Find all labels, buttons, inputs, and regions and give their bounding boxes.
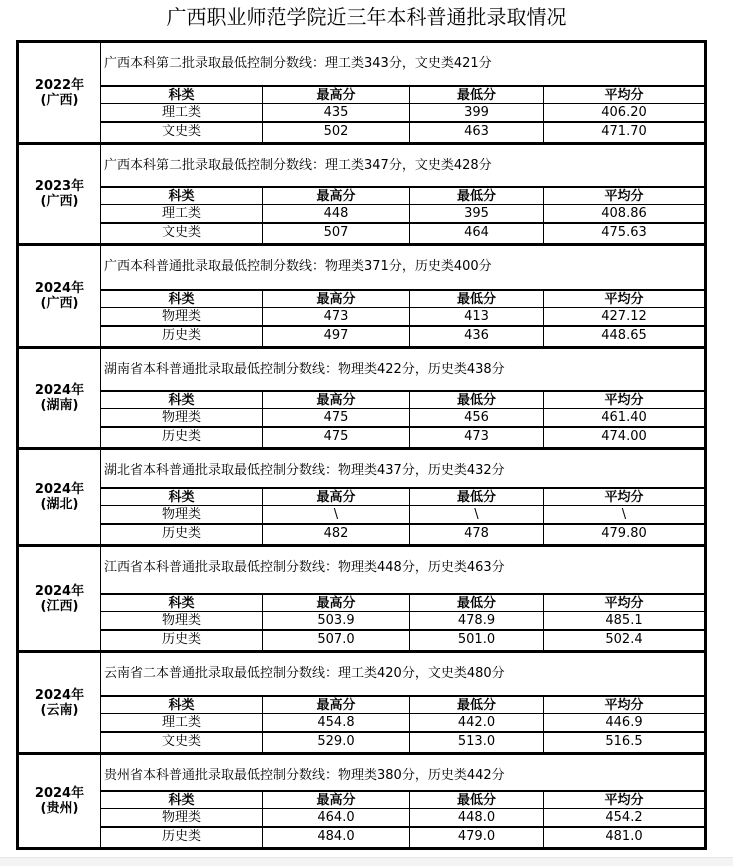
- avg-score-cell: 454.2: [605, 810, 643, 825]
- year-block: [19, 346, 704, 447]
- min-score-cell: \: [410, 506, 544, 523]
- max-score-cell: 482: [263, 525, 410, 544]
- min-score-cell: 473: [410, 428, 544, 447]
- table-row: [101, 428, 704, 447]
- block-content: [101, 349, 704, 447]
- table-row: [101, 809, 704, 828]
- header-avg: 平均分: [604, 793, 644, 808]
- header-avg: 平均分: [604, 490, 644, 505]
- region-label: (广西): [40, 194, 79, 209]
- max-score-cell: 502: [263, 123, 410, 142]
- block-content: [101, 547, 704, 650]
- year-label: 2024年: [34, 687, 85, 703]
- category-cell: 历史类: [101, 428, 263, 447]
- header-min: 最低分: [410, 595, 544, 611]
- min-score-cell: 464: [410, 224, 544, 243]
- header-max: 最高分: [263, 697, 410, 713]
- header-avg: 平均分: [604, 189, 644, 204]
- category-cell: 历史类: [101, 828, 263, 847]
- table-row: [101, 205, 704, 224]
- table-row: [101, 327, 704, 346]
- min-score-cell: 513.0: [410, 733, 544, 752]
- block-content: [101, 653, 704, 752]
- control-line-note: 江西省本科普通批录取最低控制分数线：物理类448分，历史类463分: [104, 560, 505, 575]
- header-category: 科类: [101, 87, 263, 103]
- header-row: [101, 695, 704, 714]
- category-cell: 物理类: [101, 308, 263, 325]
- avg-score-cell: 448.65: [601, 328, 647, 343]
- header-min: 最低分: [410, 188, 544, 204]
- header-min: 最低分: [410, 87, 544, 103]
- block-content: [101, 43, 704, 142]
- header-category: 科类: [101, 188, 263, 204]
- year-cell: [19, 450, 101, 544]
- header-row: [101, 487, 704, 506]
- avg-score-cell: 406.20: [601, 105, 647, 120]
- year-cell: [19, 145, 101, 243]
- year-cell: [19, 547, 101, 650]
- category-cell: 历史类: [101, 525, 263, 544]
- header-min: 最低分: [410, 291, 544, 307]
- min-score-cell: 463: [410, 123, 544, 142]
- avg-score-cell: \: [621, 507, 627, 522]
- year-cell: [19, 349, 101, 447]
- min-score-cell: 478: [410, 525, 544, 544]
- max-score-cell: 484.0: [263, 828, 410, 847]
- header-avg: 平均分: [604, 698, 644, 713]
- min-score-cell: 413: [410, 308, 544, 325]
- min-score-cell: 479.0: [410, 828, 544, 847]
- region-label: (云南): [40, 702, 79, 718]
- table-row: [101, 409, 704, 428]
- min-score-cell: 448.0: [410, 809, 544, 826]
- year-block: [19, 650, 704, 752]
- block-content: [101, 145, 704, 243]
- header-max: 最高分: [263, 87, 410, 103]
- max-score-cell: 464.0: [263, 809, 410, 826]
- min-score-cell: 395: [410, 205, 544, 222]
- control-line-note: 贵州省本科普通批录取最低控制分数线：物理类380分，历史类442分: [104, 768, 505, 783]
- header-category: 科类: [101, 792, 263, 808]
- control-line-note: 云南省二本普通批录取最低控制分数线：理工类420分，文史类480分: [104, 666, 505, 681]
- category-cell: 文史类: [101, 123, 263, 142]
- avg-score-cell: 479.80: [601, 526, 647, 541]
- year-label: 2024年: [34, 786, 85, 801]
- year-label: 2024年: [34, 482, 85, 497]
- table-row: [101, 224, 704, 243]
- category-cell: 历史类: [101, 631, 263, 650]
- header-max: 最高分: [263, 188, 410, 204]
- header-avg: 平均分: [604, 393, 644, 408]
- table-row: [101, 631, 704, 650]
- year-cell: [19, 653, 101, 752]
- max-score-cell: 473: [263, 308, 410, 325]
- avg-score-cell: 461.40: [601, 410, 647, 425]
- category-cell: 历史类: [101, 327, 263, 346]
- header-avg: 平均分: [604, 596, 644, 611]
- table-row: [101, 123, 704, 142]
- header-category: 科类: [101, 489, 263, 505]
- header-row: [101, 593, 704, 612]
- max-score-cell: 435: [263, 104, 410, 121]
- year-cell: [19, 246, 101, 346]
- category-cell: 理工类: [101, 205, 263, 222]
- max-score-cell: 448: [263, 205, 410, 222]
- header-row: [101, 390, 704, 409]
- avg-score-cell: 481.0: [605, 829, 643, 844]
- max-score-cell: 529.0: [263, 733, 410, 752]
- category-cell: 物理类: [101, 409, 263, 426]
- header-max: 最高分: [263, 392, 410, 408]
- max-score-cell: 507: [263, 224, 410, 243]
- region-label: (湖北): [40, 497, 79, 512]
- min-score-cell: 442.0: [410, 714, 544, 731]
- min-score-cell: 456: [410, 409, 544, 426]
- min-score-cell: 478.9: [410, 612, 544, 629]
- header-category: 科类: [101, 392, 263, 408]
- table-row: [101, 714, 704, 733]
- table-row: [101, 828, 704, 847]
- year-block: [19, 43, 704, 142]
- avg-score-cell: 471.70: [601, 124, 647, 139]
- year-block: [19, 142, 704, 243]
- header-row: [101, 790, 704, 809]
- block-content: [101, 450, 704, 544]
- max-score-cell: 497: [263, 327, 410, 346]
- header-category: 科类: [101, 291, 263, 307]
- year-label: 2023年: [34, 179, 85, 194]
- control-line-note: 湖北省本科普通批录取最低控制分数线：物理类437分，历史类432分: [104, 463, 505, 478]
- avg-score-cell: 502.4: [605, 632, 643, 647]
- region-label: (贵州): [40, 801, 79, 816]
- avg-score-cell: 474.00: [601, 429, 647, 444]
- min-score-cell: 399: [410, 104, 544, 121]
- year-block: [19, 544, 704, 650]
- region-label: (江西): [40, 598, 79, 614]
- admission-table: [16, 40, 707, 850]
- table-row: [101, 308, 704, 327]
- region-label: (湖南): [40, 398, 79, 413]
- table-row: [101, 733, 704, 752]
- block-content: [101, 246, 704, 346]
- category-cell: 文史类: [101, 224, 263, 243]
- max-score-cell: 475: [263, 428, 410, 447]
- header-avg: 平均分: [604, 88, 644, 103]
- region-label: (广西): [40, 92, 79, 108]
- avg-score-cell: 408.86: [601, 206, 647, 221]
- control-line-note: 广西本科第二批录取最低控制分数线：理工类343分，文史类421分: [104, 56, 492, 71]
- category-cell: 物理类: [101, 809, 263, 826]
- year-block: [19, 447, 704, 544]
- table-row: [101, 506, 704, 525]
- max-score-cell: 454.8: [263, 714, 410, 731]
- category-cell: 理工类: [101, 104, 263, 121]
- control-line-note: 广西本科普通批录取最低控制分数线：物理类371分，历史类400分: [104, 259, 492, 274]
- header-row: [101, 289, 704, 308]
- header-min: 最低分: [410, 697, 544, 713]
- header-min: 最低分: [410, 792, 544, 808]
- year-cell: [19, 43, 101, 142]
- avg-score-cell: 475.63: [601, 225, 647, 240]
- max-score-cell: 475: [263, 409, 410, 426]
- region-label: (广西): [40, 296, 79, 311]
- table-row: [101, 525, 704, 544]
- header-max: 最高分: [263, 291, 410, 307]
- avg-score-cell: 485.1: [605, 613, 643, 628]
- category-cell: 物理类: [101, 612, 263, 629]
- header-avg: 平均分: [604, 292, 644, 307]
- year-label: 2024年: [34, 281, 85, 296]
- control-line-note: 湖南省本科普通批录取最低控制分数线：物理类422分，历史类438分: [104, 362, 505, 377]
- min-score-cell: 501.0: [410, 631, 544, 650]
- category-cell: 物理类: [101, 506, 263, 523]
- category-cell: 文史类: [101, 733, 263, 752]
- control-line-note: 广西本科第二批录取最低控制分数线：理工类347分，文史类428分: [104, 158, 492, 173]
- table-row: [101, 104, 704, 123]
- header-category: 科类: [101, 697, 263, 713]
- header-row: [101, 85, 704, 104]
- avg-score-cell: 446.9: [605, 715, 643, 730]
- table-row: [101, 612, 704, 631]
- max-score-cell: \: [263, 506, 410, 523]
- year-label: 2024年: [34, 383, 85, 398]
- avg-score-cell: 516.5: [605, 734, 643, 749]
- year-block: [19, 243, 704, 346]
- header-min: 最低分: [410, 489, 544, 505]
- max-score-cell: 503.9: [263, 612, 410, 629]
- header-row: [101, 186, 704, 205]
- header-max: 最高分: [263, 792, 410, 808]
- max-score-cell: 507.0: [263, 631, 410, 650]
- year-label: 2022年: [34, 77, 85, 93]
- header-max: 最高分: [263, 489, 410, 505]
- header-min: 最低分: [410, 392, 544, 408]
- year-label: 2024年: [34, 583, 85, 599]
- min-score-cell: 436: [410, 327, 544, 346]
- avg-score-cell: 427.12: [601, 309, 647, 324]
- block-content: [101, 755, 704, 847]
- year-cell: [19, 755, 101, 847]
- header-max: 最高分: [263, 595, 410, 611]
- category-cell: 理工类: [101, 714, 263, 731]
- page-title: 广西职业师范学院近三年本科普通批录取情况: [166, 5, 567, 29]
- header-category: 科类: [101, 595, 263, 611]
- year-block: [19, 752, 704, 847]
